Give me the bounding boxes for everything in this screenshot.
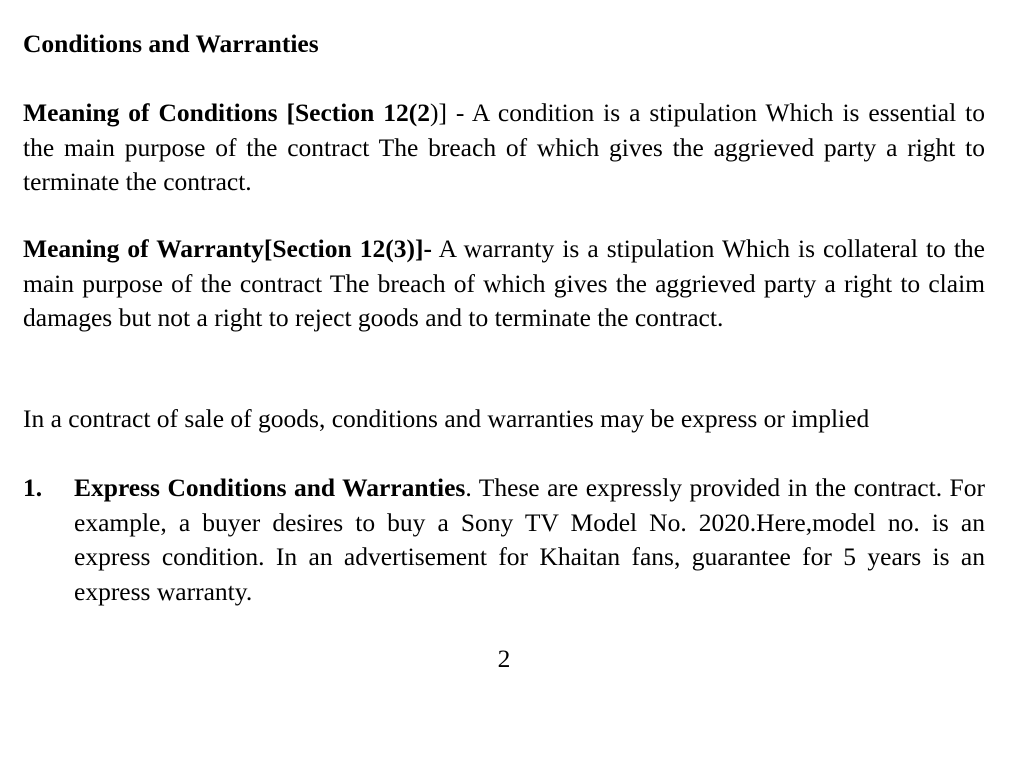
conditions-heading: Meaning of Conditions [Section 12(2 <box>23 98 430 127</box>
conditions-text: - A condition is a stipulation Which is essential to the main purpose of the contract The breach of which gives the aggrieved party a right to terminate the contract. <box>23 98 985 196</box>
warranty-paragraph <box>23 232 985 336</box>
slide-title: Conditions and Warranties <box>23 29 319 58</box>
list-item-heading: Express Conditions and Warranties <box>74 473 466 502</box>
page-number: 2 <box>497 644 511 673</box>
list-item-text: . These are expressly provided in the contract. For example, a buyer desires to buy a Sony TV Model No. 2020.Here,model no. is an express condition. In an advertisement for Khaitan fans, guarantee for 5 years is an express warranty. <box>74 473 985 606</box>
list-item-body <box>74 471 985 609</box>
intro-paragraph: In a contract of sale of goods, conditions and warranties may be express or implied <box>23 404 870 433</box>
slide <box>23 0 985 768</box>
conditions-heading-tail: )] <box>429 98 447 127</box>
list-item-number: 1. <box>23 473 43 502</box>
conditions-paragraph <box>23 96 985 200</box>
warranty-heading: Meaning of Warranty[Section 12(3)]- <box>23 234 432 263</box>
warranty-text: A warranty is a stipulation Which is collateral to the main purpose of the contract The breach of which gives the aggrieved party a right to claim damages but not a right to reject goods and to terminate the contract. <box>23 234 985 332</box>
